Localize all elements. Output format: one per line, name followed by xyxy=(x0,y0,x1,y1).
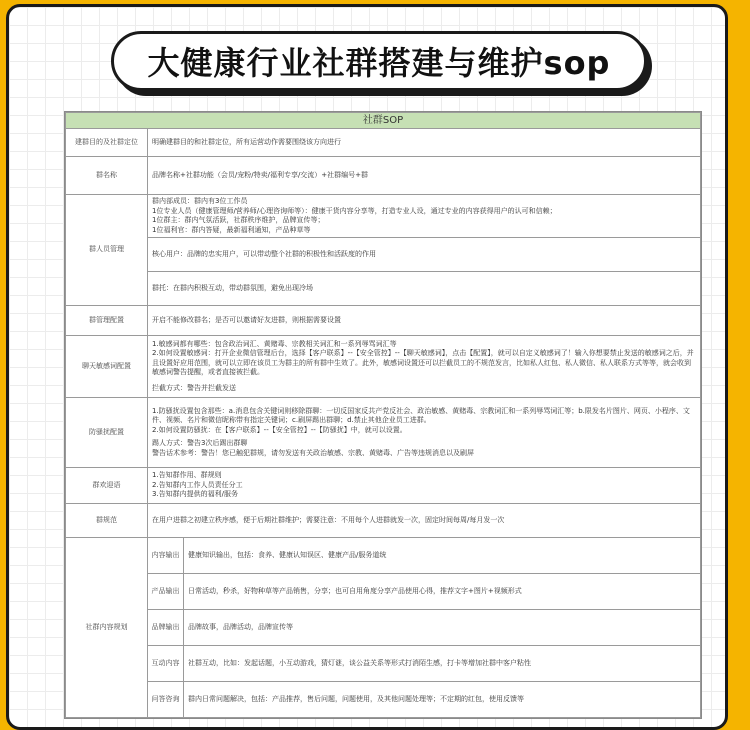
text-line: 1位群主：群内气氛活跃，社群秩序维护，品牌宣传等； xyxy=(152,216,325,224)
table-row xyxy=(66,646,701,682)
text-line: 3.告知群内提供的福利/服务 xyxy=(152,490,239,499)
text-line: 踢人方式：警告3次后踢出群聊 xyxy=(152,439,248,448)
text-line: 2.如何设置防骚扰：在【客户联系】--【安全管控】--【防骚扰】中，就可以设置。 xyxy=(152,425,407,434)
row-label: 建群目的及社群定位 xyxy=(66,129,148,157)
table-row xyxy=(66,195,701,238)
table-row xyxy=(66,272,701,306)
row-label: 群规范 xyxy=(66,504,148,538)
table-row xyxy=(66,574,701,610)
table-header-row xyxy=(66,113,701,129)
sub-label: 产品输出 xyxy=(148,574,184,610)
sub-label: 问答咨询 xyxy=(148,682,184,718)
sub-label: 互动内容 xyxy=(148,646,184,682)
sub-label: 品牌输出 xyxy=(148,610,184,646)
text-line: 1.防骚扰设置包含那些：a.消息包含关键词则移除群聊：一切反国家反共产党反社会、政治敏感、黄赌毒、宗教词汇和一系列辱骂词汇等；b.限发名片图片、网页、小程序、文件、视频、名片和微信昵称带有指定关键词；c.刷屏踢出群聊；d.禁止其他企业员工进群。 xyxy=(152,406,690,425)
row-text xyxy=(148,468,701,504)
table-row xyxy=(66,682,701,718)
text-line: 1.敏感词都有哪些：包含政治词汇、黄赌毒、宗教相关词汇和一系列辱骂词汇等 xyxy=(152,339,397,348)
row-text xyxy=(148,195,701,238)
table-row xyxy=(66,504,701,538)
row-text: 社群互动，比如：发起话题，小互动游戏，猜灯谜，谈公益关系等形式打消陌生感，打卡等增加社群中客户粘性 xyxy=(184,646,701,682)
row-text: 健康知识输出，包括：食养、健康认知误区、健康产品/服务道统 xyxy=(184,538,701,574)
row-label: 社群内容规划 xyxy=(66,538,148,718)
row-label: 防骚扰配置 xyxy=(66,398,148,468)
page-title: 大健康行业社群搭建与维护sop xyxy=(111,31,647,91)
sub-label: 内容输出 xyxy=(148,538,184,574)
poster-card xyxy=(6,4,728,730)
table-row xyxy=(66,238,701,272)
row-label: 群管理配置 xyxy=(66,306,148,336)
text-line: 拦截方式：警告并拦截发送 xyxy=(152,383,236,392)
sop-table xyxy=(65,112,701,718)
row-label: 聊天敏感词配置 xyxy=(66,336,148,398)
row-text: 群内日常问题解决，包括：产品推荐，售后问题，问题使用，及其他问题处理等；不定期的红包，使用反馈等 xyxy=(184,682,701,718)
row-text: 核心用户：品牌的忠实用户，可以带动整个社群的积极性和活跃度的作用 xyxy=(148,238,701,272)
table-row xyxy=(66,157,701,195)
sop-spreadsheet xyxy=(64,111,702,719)
text-line: 1位福利官：群内答疑，最新福利通知，产品种草等 xyxy=(152,225,311,234)
row-label: 群欢迎语 xyxy=(66,468,148,504)
row-label: 群人员管理 xyxy=(66,195,148,306)
table-header: 社群SOP xyxy=(66,113,701,129)
row-text: 明确建群目的和社群定位，所有运营动作需要围绕该方向进行 xyxy=(148,129,701,157)
text-line: 2.告知群内工作人员责任分工 xyxy=(152,480,243,489)
text-line: 1.告知群作用、群规则 xyxy=(152,471,222,480)
row-text: 品牌故事，品牌活动，品牌宣传等 xyxy=(184,610,701,646)
text-line: 1位专业人员（健康管理师/营养师/心理咨询师等）：健康干货内容分享等，打造专业人设，通过专业的内容获得用户的认可和信赖； xyxy=(152,206,557,215)
table-row xyxy=(66,398,701,468)
table-row xyxy=(66,306,701,336)
table-row xyxy=(66,610,701,646)
row-text: 群托：在群内积极互动，带动群氛围，避免出现冷场 xyxy=(148,272,701,306)
table-row xyxy=(66,538,701,574)
row-text: 开启不能修改群名；是否可以邀请好友进群，则根据需要设置 xyxy=(148,306,701,336)
table-row xyxy=(66,468,701,504)
row-text xyxy=(148,336,701,398)
row-text: 日常活动，秒杀，好物种草等产品销售，分享；也可自用角度分享产品使用心得，推荐文字+图片+视频形式 xyxy=(184,574,701,610)
row-label: 群名称 xyxy=(66,157,148,195)
row-text xyxy=(148,398,701,468)
row-text: 品牌名称+社群功能（会员/宠粉/特卖/福利专享/交流）+社群编号+群 xyxy=(148,157,701,195)
text-line: 群内部成员：群内有3位工作员 xyxy=(152,197,248,205)
text-line: 警告话术参考：警告！您已触犯群规，请勿发送有关政治敏感、宗教、黄赌毒、广告等违规消息以及刷屏 xyxy=(152,448,474,457)
text-line: 2.如何设置敏感词：打开企业微信管理后台，选择【客户联系】--【安全管控】--【聊天敏感词】，点击【配置】，就可以自定义敏感词了！输入你想要禁止发送的敏感词之后，并且设置好应用范围，就可以立即在该员工为群主的所有群中生效了。此外，敏感词设置还可以拦截员工的不规范发言，比如私人红包、私人微信、私人联系方式等等，就会收到敏感词警告提醒，或者直接被拦截。 xyxy=(152,349,694,377)
table-row xyxy=(66,336,701,398)
row-text: 在用户进群之初建立秩序感，便于后期社群维护；需要注意：不用每个人进群就发一次，固定时间每周/每月发一次 xyxy=(148,504,701,538)
table-row xyxy=(66,129,701,157)
